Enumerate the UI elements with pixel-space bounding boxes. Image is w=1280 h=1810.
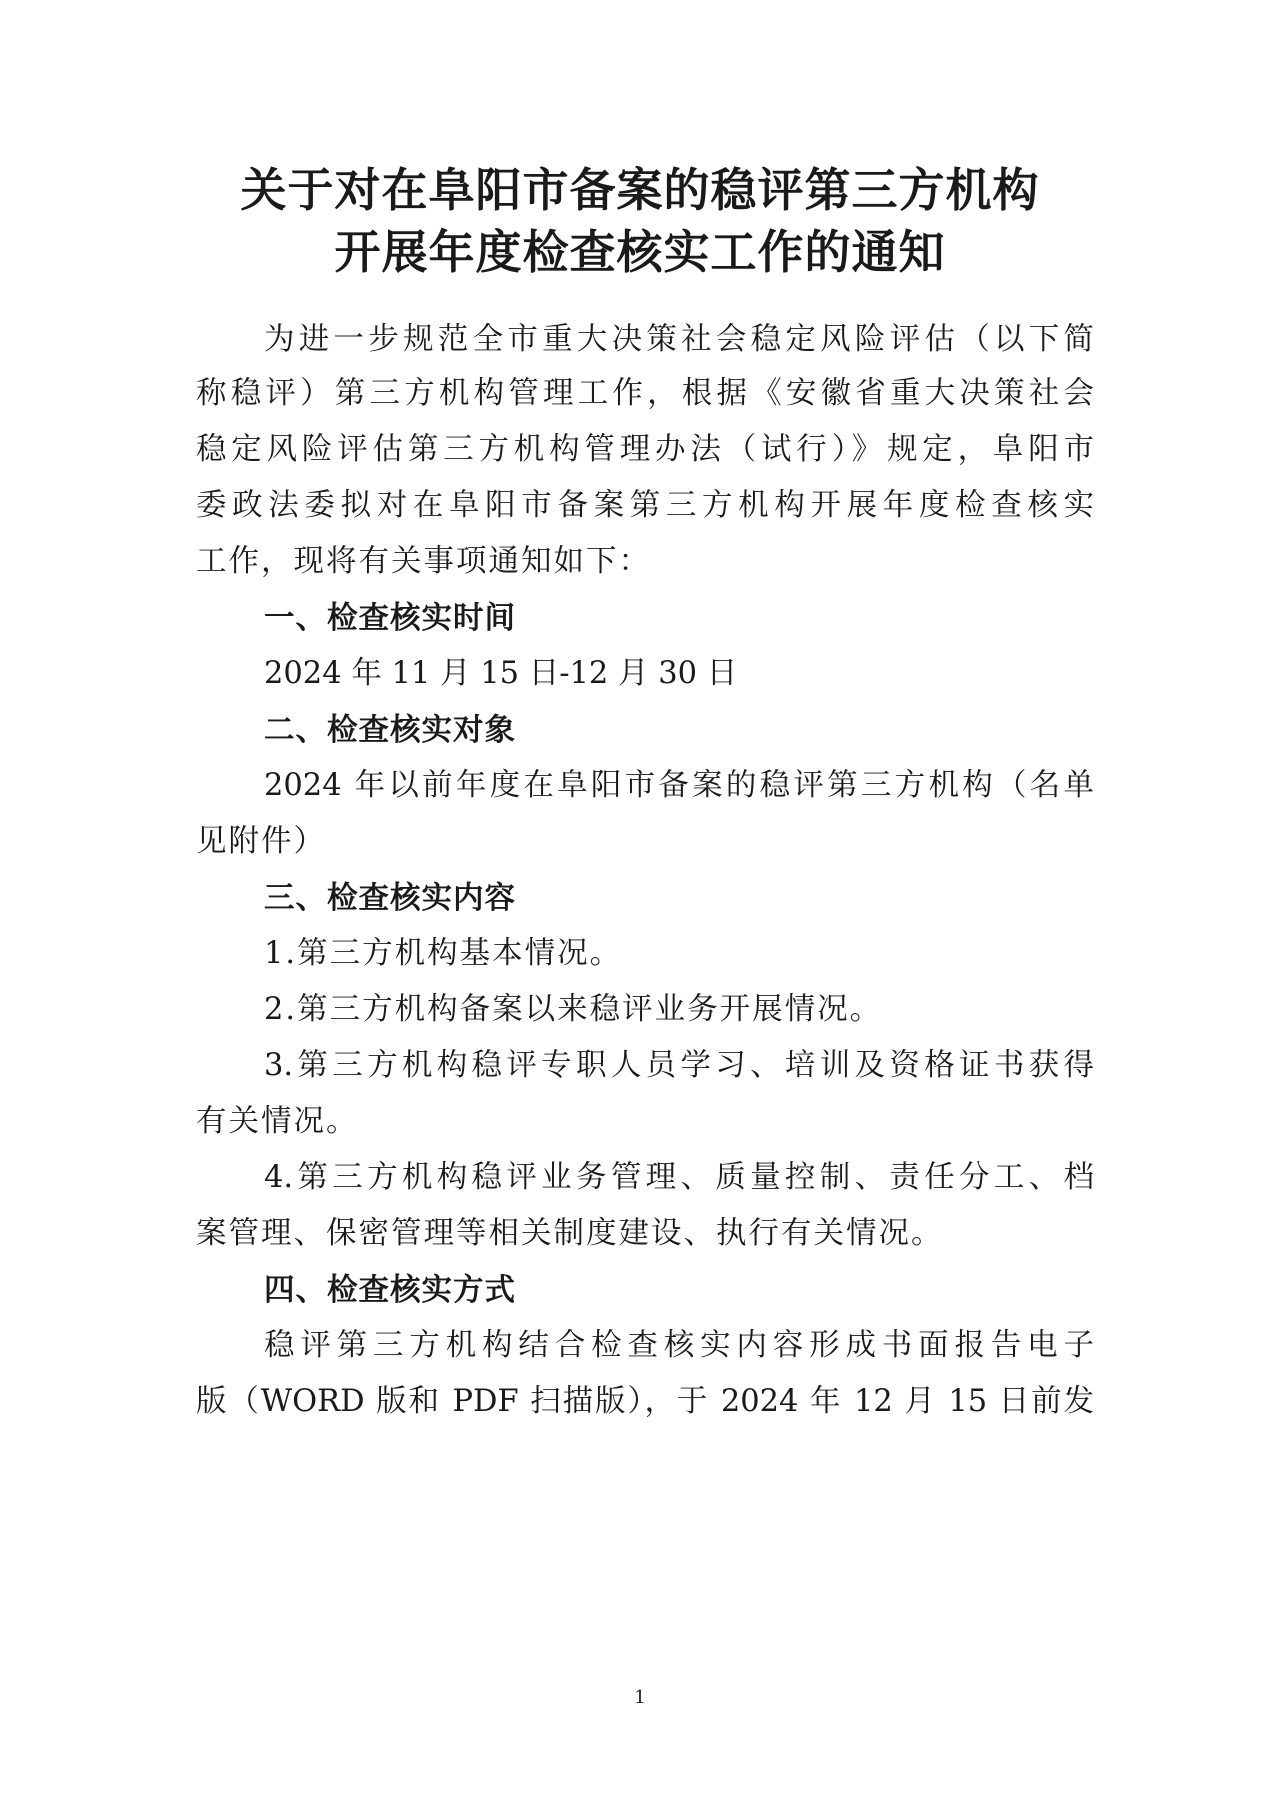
document-title-line-1: 关于对在阜阳市备案的稳评第三方机构 <box>240 163 1040 217</box>
intro-line-5: 工作，现将有关事项通知如下： <box>196 544 651 579</box>
intro-line-1: 为进一步规范全市重大决策社会稳定风险评估（以下简 <box>264 322 1094 357</box>
section-1-heading: 一、检查核实时间 <box>264 600 516 636</box>
intro-line-4: 委政法委拟对在阜阳市备案第三方机构开展年度检查核实 <box>196 488 1094 523</box>
document-title-line-2: 开展年度检查核实工作的通知 <box>334 225 946 279</box>
section-3-item-2: 2.第三方机构备案以来稳评业务开展情况。 <box>264 992 883 1027</box>
section-2-heading: 二、检查核实对象 <box>264 712 516 748</box>
section-4-heading: 四、检查核实方式 <box>264 1272 516 1308</box>
section-2-text-line-1: 2024 年以前年度在阜阳市备案的稳评第三方机构（名单 <box>264 768 1094 803</box>
section-3-heading: 三、检查核实内容 <box>264 880 516 916</box>
section-4-text-line-1: 稳评第三方机构结合检查核实内容形成书面报告电子 <box>264 1328 1094 1363</box>
intro-line-2: 称稳评）第三方机构管理工作，根据《安徽省重大决策社会 <box>196 376 1094 411</box>
section-2-text-line-2: 见附件） <box>196 824 326 859</box>
section-4-text-line-2: 版（WORD 版和 PDF 扫描版），于 2024 年 12 月 15 日前发 <box>196 1384 1094 1419</box>
section-3-item-3-line-2: 有关情况。 <box>196 1104 359 1139</box>
section-3-item-1: 1.第三方机构基本情况。 <box>264 936 623 971</box>
section-3-item-3-line-1: 3.第三方机构稳评专职人员学习、培训及资格证书获得 <box>264 1048 1094 1083</box>
intro-line-3: 稳定风险评估第三方机构管理办法（试行）》规定，阜阳市 <box>196 432 1094 467</box>
page-number: 1 <box>634 1687 646 1708</box>
section-3-item-4-line-2: 案管理、保密管理等相关制度建设、执行有关情况。 <box>196 1216 944 1251</box>
section-1-text: 2024 年 11 月 15 日-12 月 30 日 <box>264 656 738 691</box>
section-3-item-4-line-1: 4.第三方机构稳评业务管理、质量控制、责任分工、档 <box>264 1160 1094 1195</box>
